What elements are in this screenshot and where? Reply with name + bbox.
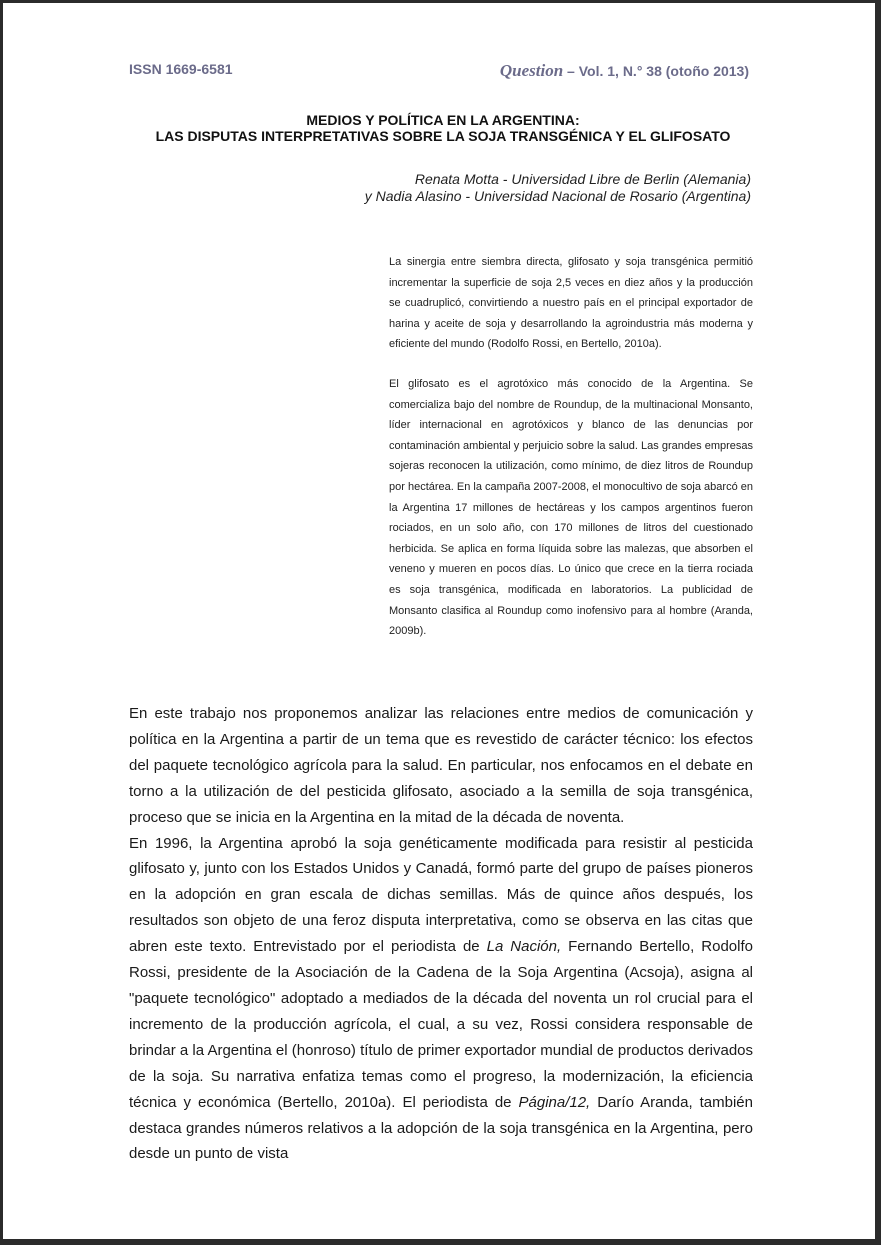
author-line-2: y Nadia Alasino - Universidad Nacional de Rosario (Argentina): [364, 188, 751, 204]
title-line-1: MEDIOS Y POLÍTICA EN LA ARGENTINA:: [306, 112, 580, 128]
issn-label: ISSN 1669-6581: [129, 61, 233, 77]
journal-citation: [500, 61, 749, 81]
document-page: [3, 3, 875, 1239]
paragraph-2-text-1: En 1996, la Argentina aprobó la soja genéticamente modificada para resistir al pesticida glifosato y, junto con los Estados Unidos y Canadá, formó parte del grupo de países pioneros en la adopción en gran escala de dichas semillas. Más de quince años después, los resultados son objeto de una feroz disputa interpretativa, como se observa en las citas que abren este texto. Entrevistado por el periodista de: [129, 834, 753, 956]
paragraph-2-text-3: Darío Aranda, también destaca grandes números relativos a la adopción de la soja transgénica en la Argentina, pero desde un punto de vista: [129, 1093, 753, 1163]
body-paragraph-2: [129, 831, 753, 1168]
article-body: [129, 701, 753, 1167]
title-line-2: LAS DISPUTAS INTERPRETATIVAS SOBRE LA SOJA TRANSGÉNICA Y EL GLIFOSATO: [155, 128, 731, 144]
epigraph: [389, 252, 753, 661]
paragraph-2-text-2: Fernando Bertello, Rodolfo Rossi, presidente de la Asociación de la Cadena de la Soja Argentina (Acsoja), asigna al "paquete tecnológico" adoptado a mediados de la década del noventa un rol crucial para el incremento de la producción agrícola, el cual, a su vez, Rossi considera responsable de brindar a la Argentina el (honroso) título de primer exportador mundial de productos derivados de la soja. Su narrativa enfatiza temas como el progreso, la modernización, la eficiencia técnica y económica (Bertello, 2010a). El periodista de: [129, 938, 753, 1111]
newspaper-name-pagina12: Página/12,: [518, 1093, 591, 1111]
newspaper-name-la-nacion: La Nación,: [486, 938, 562, 956]
journal-name: Question: [499, 61, 564, 80]
journal-issue: – Vol. 1, N.° 38 (otoño 2013): [563, 63, 749, 79]
epigraph-quote-1: La sinergia entre siembra directa, glifosato y soja transgénica permitió incrementar la superficie de soja 2,5 veces en diez años y la producción se cuadruplicó, convirtiendo a nuestro país en el principal exportador de harina y aceite de soja y desarrollando la agroindustria más moderna y eficiente del mundo (Rodolfo Rossi, en Bertello, 2010a).: [389, 256, 753, 351]
epigraph-quote-2: El glifosato es el agrotóxico más conocido de la Argentina. Se comercializa bajo del nombre de Roundup, de la multinacional Monsanto, líder internacional en agrotóxicos y blanco de las denuncias por contaminación ambiental y perjuicio sobre la salud. Las grandes empresas sojeras reconocen la utilización, como mínimo, de diez litros de Roundup por hectárea. En la campaña 2007-2008, el monocultivo de soja abarcó en la Argentina 17 millones de hectáreas y los campos argentinos fueron rociados, en un solo año, con 170 millones de litros del cuestionado herbicida. Se aplica en forma líquida sobre las malezas, que absorben el veneno y mueren en pocos días. Lo único que crece en la tierra rociada es soja transgénica, modificada en laboratorios. La publicidad de Monsanto clasifica al Roundup como inofensivo para al hombre (Aranda, 2009b).: [389, 377, 753, 638]
author-line-1: Renata Motta - Universidad Libre de Berlin (Alemania): [414, 171, 751, 187]
article-authors: [231, 171, 751, 205]
article-title: [103, 112, 783, 144]
body-paragraph-1: En este trabajo nos proponemos analizar las relaciones entre medios de comunicación y política en la Argentina a partir de un tema que es revestido de carácter técnico: los efectos del paquete tecnológico agrícola para la salud. En particular, nos enfocamos en el debate en torno a la utilización de del pesticida glifosato, asociado a la semilla de soja transgénica, proceso que se inicia en la Argentina en la mitad de la década de noventa.: [129, 705, 753, 826]
